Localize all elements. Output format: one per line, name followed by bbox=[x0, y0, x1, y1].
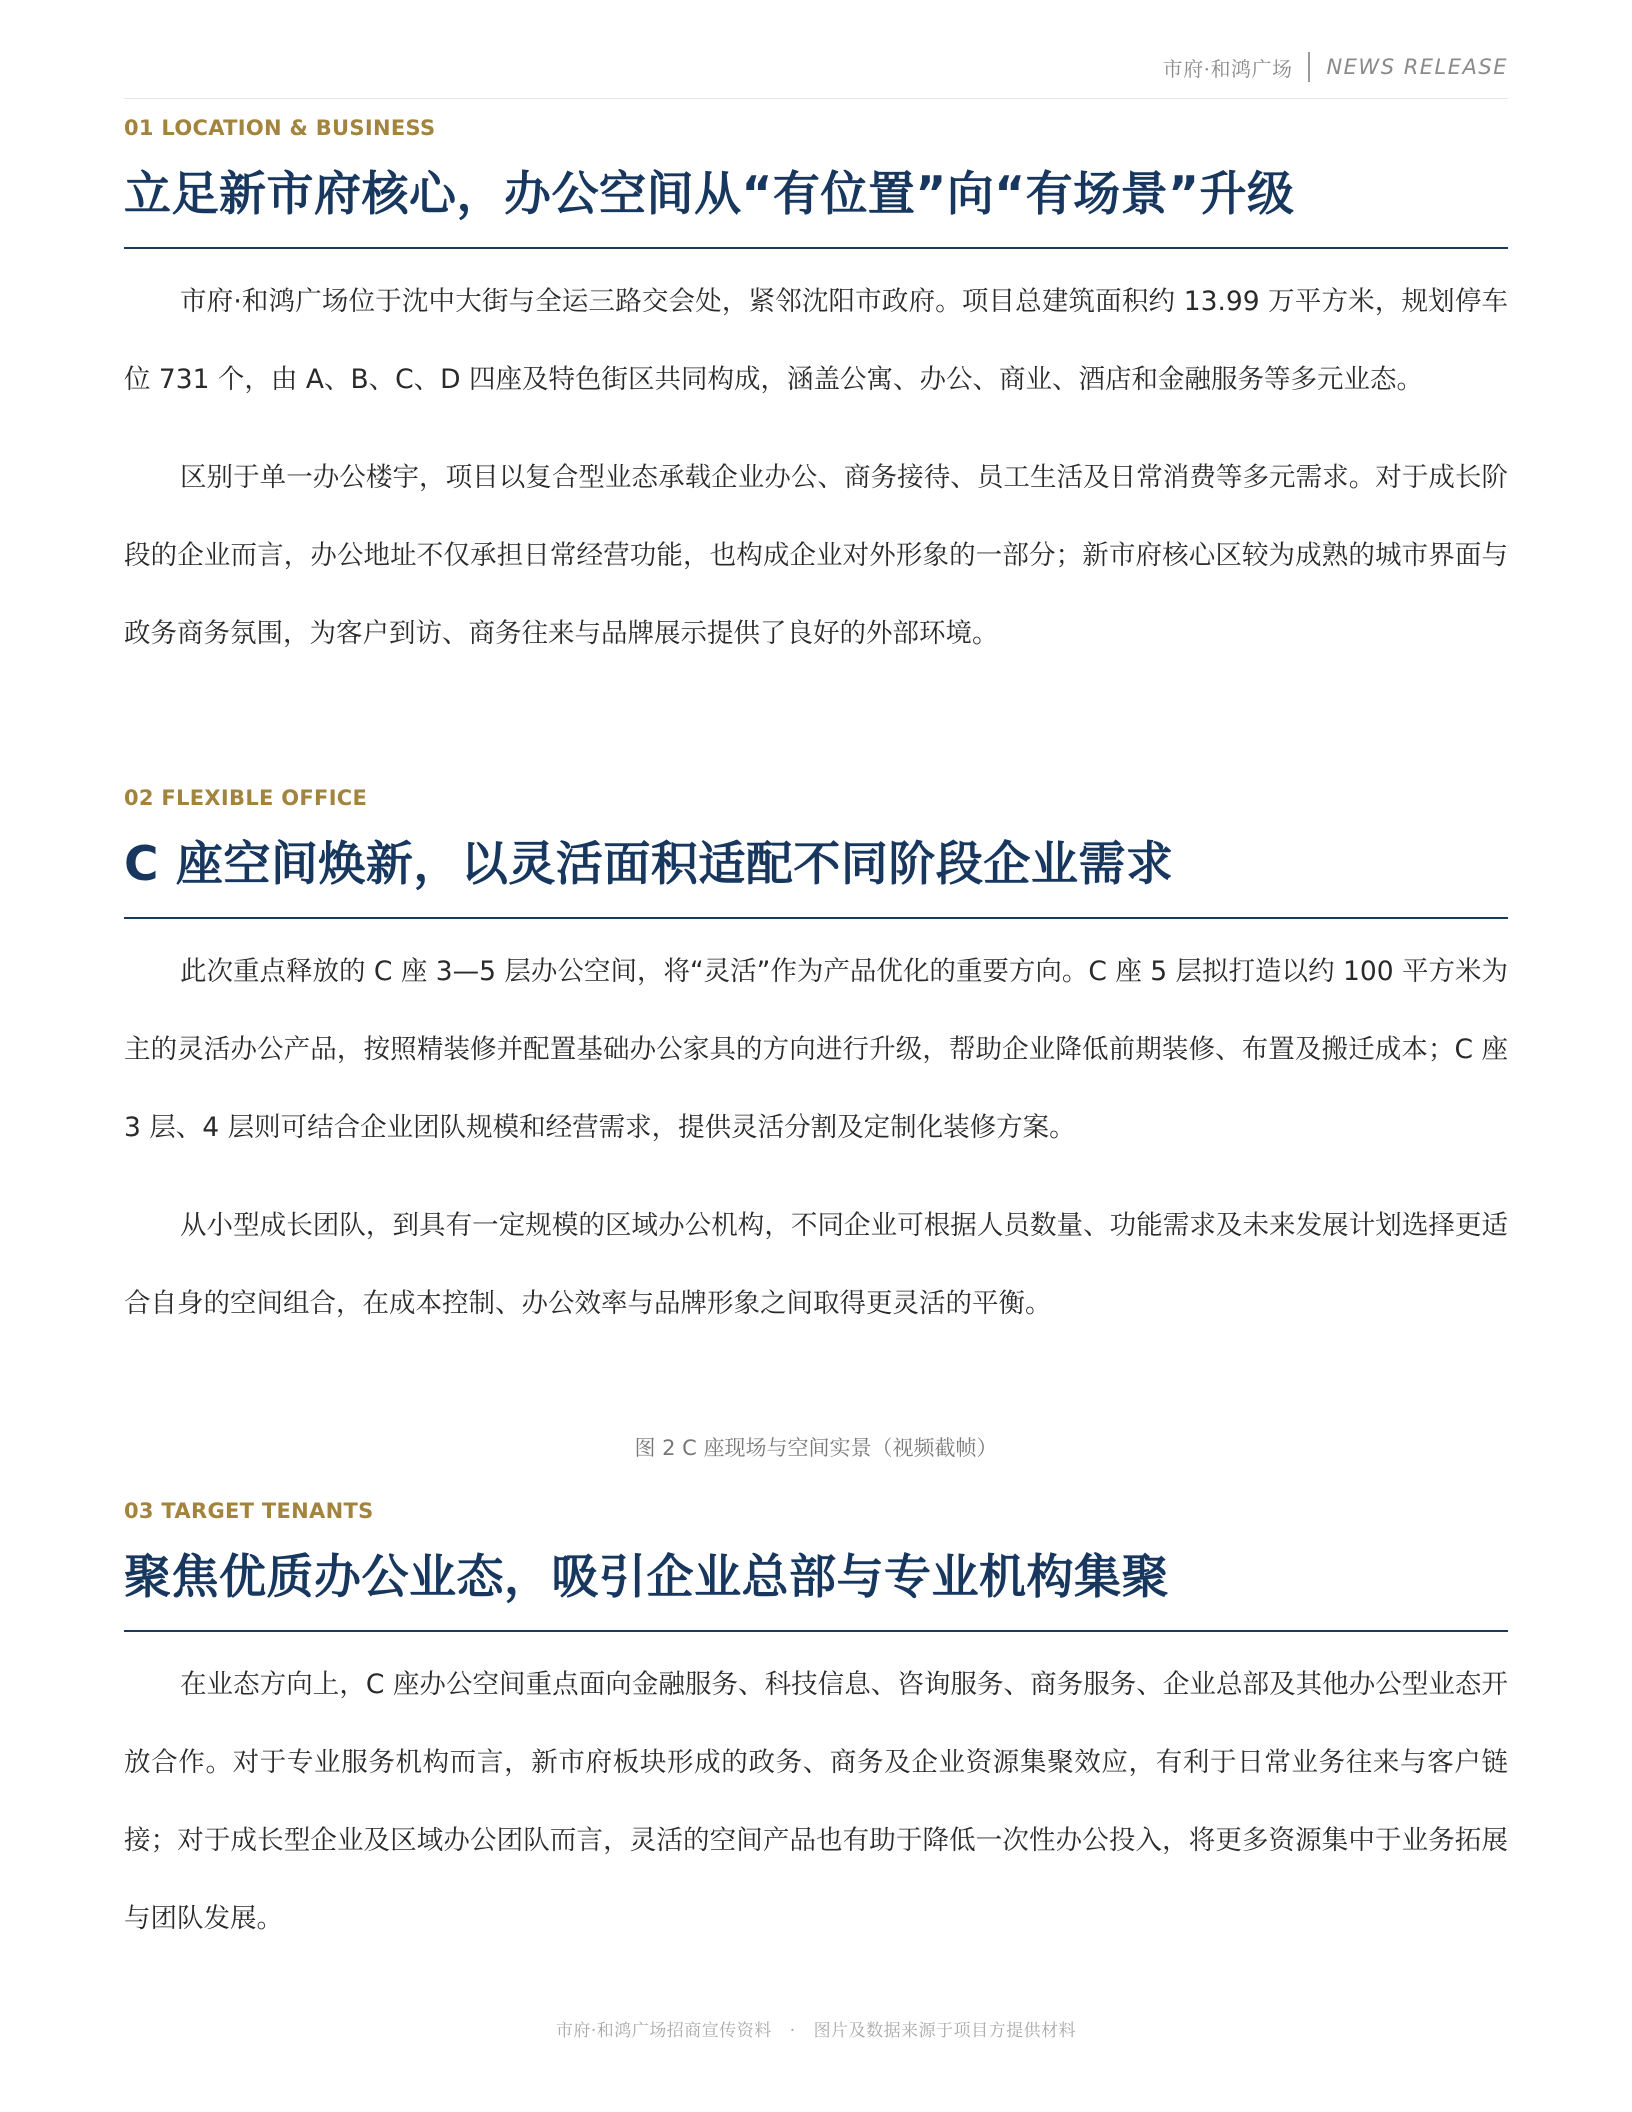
body-paragraph: 市府·和鸿广场位于沈中大街与全运三路交会处，紧邻沈阳市政府。项目总建筑面积约 13.99 万平方米，规划停车位 731 个，由 A、B、C、D 四座及特色街区共同构成，涵盖公寓、办公、商业、酒店和金融服务等多元业态。 bbox=[124, 286, 1508, 395]
section-target-tenants bbox=[124, 1496, 1508, 1958]
section-flexible-office bbox=[124, 783, 1508, 1343]
section-title: 立足新市府核心，办公空间从“有位置”向“有场景”升级 bbox=[124, 167, 1295, 222]
section-label: 03 TARGET TENANTS bbox=[124, 1499, 374, 1523]
section-label: 01 LOCATION & BUSINESS bbox=[124, 116, 436, 140]
section-location-business bbox=[124, 113, 1508, 673]
footer-source-left: 市府·和鸿广场招商宣传资料 bbox=[555, 2021, 772, 2041]
section-divider bbox=[124, 1630, 1508, 1632]
header-right bbox=[1163, 52, 1508, 82]
section-label: 02 FLEXIBLE OFFICE bbox=[124, 786, 368, 810]
section-divider bbox=[124, 247, 1508, 249]
page-footer bbox=[0, 2016, 1632, 2041]
page-header bbox=[124, 48, 1508, 99]
body-paragraph: 此次重点释放的 C 座 3—5 层办公空间，将“灵活”作为产品优化的重要方向。C 座 5 层拟打造以约 100 平方米为主的灵活办公产品，按照精装修并配置基础办公家具的方向进行升级，帮助企业降低前期装修、布置及搬迁成本；C 座 3 层、4 层则可结合企业团队规模和经营需求，提供灵活分割及定制化装修方案。 bbox=[124, 956, 1508, 1143]
figure-caption: 图 2 C 座现场与空间实景（视频截帧） bbox=[634, 1436, 998, 1460]
body-paragraph: 在业态方向上，C 座办公空间重点面向金融服务、科技信息、咨询服务、商务服务、企业总部及其他办公型业态开放合作。对于专业服务机构而言，新市府板块形成的政务、商务及企业资源集聚效应，有利于日常业务往来与客户链接；对于成长型企业及区域办公团队而言，灵活的空间产品也有助于降低一次性办公投入，将更多资源集中于业务拓展与团队发展。 bbox=[124, 1669, 1508, 1934]
section-title: 聚焦优质办公业态，吸引企业总部与专业机构集聚 bbox=[124, 1550, 1169, 1605]
section-divider bbox=[124, 917, 1508, 919]
body-paragraph: 从小型成长团队，到具有一定规模的区域办公机构，不同企业可根据人员数量、功能需求及未来发展计划选择更适合自身的空间组合，在成本控制、办公效率与品牌形象之间取得更灵活的平衡。 bbox=[124, 1210, 1508, 1319]
footer-source-right: 图片及数据来源于项目方提供材料 bbox=[813, 2021, 1077, 2041]
header-divider bbox=[1308, 52, 1310, 82]
header-release-label: NEWS RELEASE bbox=[1326, 55, 1508, 79]
footer-separator: · bbox=[789, 2021, 796, 2041]
body-paragraph: 区别于单一办公楼宇，项目以复合型业态承载企业办公、商务接待、员工生活及日常消费等多元需求。对于成长阶段的企业而言，办公地址不仅承担日常经营功能，也构成企业对外形象的一部分；新市府核心区较为成熟的城市界面与政务商务氛围，为客户到访、商务往来与品牌展示提供了良好的外部环境。 bbox=[124, 462, 1508, 649]
header-brand: 市府·和鸿广场 bbox=[1162, 56, 1293, 81]
section-title: C 座空间焕新，以灵活面积适配不同阶段企业需求 bbox=[124, 837, 1174, 892]
